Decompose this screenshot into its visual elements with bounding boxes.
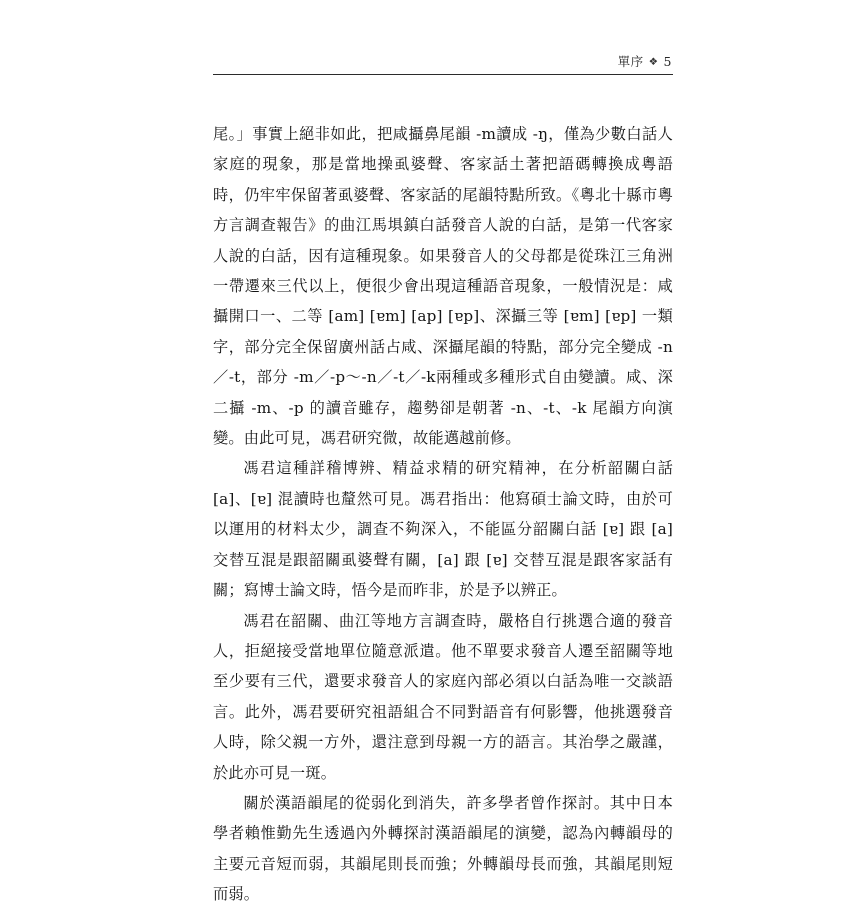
page-header [213, 52, 673, 74]
paragraph: 關於漢語韻尾的從弱化到消失，許多學者曾作探討。其中日本學者賴惟勤先生透過內外轉探討漢語韻尾的演變，認為內轉韻母的主要元音短而弱，其韻尾則長而強；外轉韻母長而強，其韻尾則短而弱。 [213, 793, 673, 904]
flower-ornament-icon: ❖ [648, 56, 659, 68]
paragraph: 尾。」事實上絕非如此，把咸攝鼻尾韻 -m讀成 -ŋ，僅為少數白話人家庭的現象，那是當地操虱婆聲、客家話土著把語碼轉換成粵語時，仍牢牢保留著虱婆聲、客家話的尾韻特點所致。《粵北十縣市粵方言調查報告》的曲江馬埧鎮白話發音人說的白話，是第一代客家人說的白話，因有這種現象。如果發音人的父母都是從珠江三角洲一帶遷來三代以上，便很少會出現這種語音現象，一般情況是：咸攝開口一、二等 [am] [ɐm] [ap] [ɐp]、深攝三等 [ɐm] [ɐp] 一類字，部分完全保留廣州話占咸、深攝尾韻的特點，部分完全變成 -n／-t，部分 -m／-p～-n／-t／-k兩種或多種形式自由變讀。咸、深二攝 -m、-p 的讀音雖存，趨勢卻是朝著 -n、-t、-k 尾韻方向演變。由此可見，馮君研究微，故能邁越前修。 [213, 125, 673, 448]
page-content-area [213, 52, 673, 910]
header-title: 單序 [617, 54, 644, 69]
paragraph: 馮君在韶關、曲江等地方言調查時，嚴格自行挑選合適的發音人，拒絕接受當地單位隨意派遣。他不單要求發音人遷至韶關等地至少要有三代，還要求發音人的家庭內部必須以白話為唯一交談語言。此外，馮君要研究祖語組合不同對語音有何影響，他挑選發音人時，除父親一方外，還注意到母親一方的語言。其治學之嚴謹，於此亦可見一斑。 [213, 611, 673, 782]
paragraph: 馮君這種詳稽博辨、精益求精的研究精神，在分析韶關白話 [a]、[ɐ] 混讀時也釐然可見。馮君指出：他寫碩士論文時，由於可以運用的材料太少，調查不夠深入，不能區分韶關白話 [ɐ] 跟 [a] 交替互混是跟韶關虱婆聲有關，[a] 跟 [ɐ] 交替互混是跟客家話有關；寫博士論文時，悟今是而昨非，於是予以辨正。 [213, 459, 673, 600]
page-number: 5 [663, 54, 672, 69]
body-text [213, 119, 673, 910]
header-divider [213, 74, 673, 75]
